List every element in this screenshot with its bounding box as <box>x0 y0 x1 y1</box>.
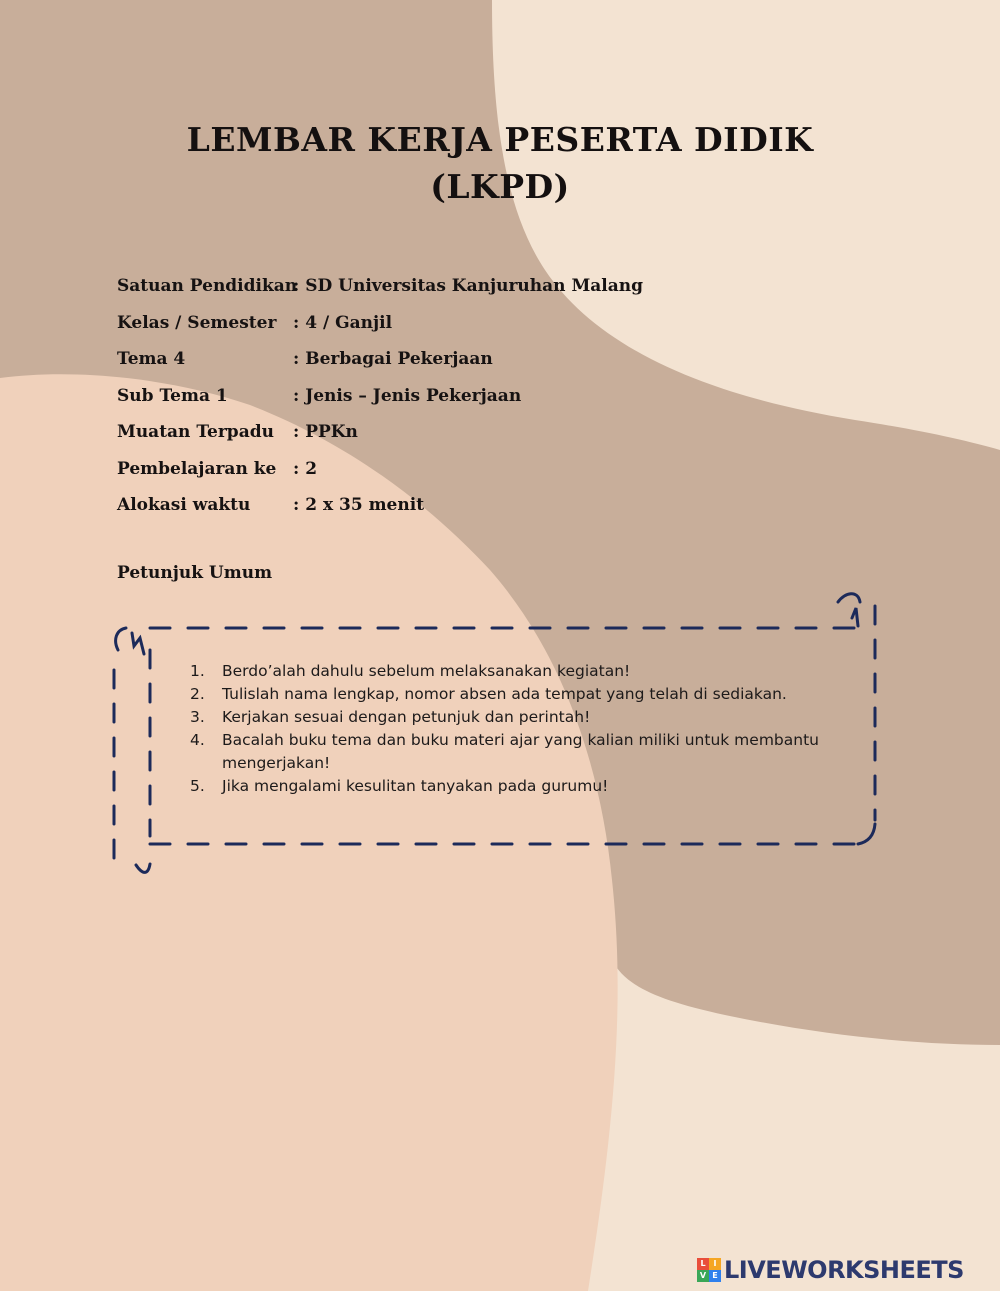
instruction-text: Bacalah buku tema dan buku materi ajar yang kalian miliki untuk membantu mengerjakan! <box>222 731 819 772</box>
info-row-sub-tema <box>117 378 643 415</box>
liveworksheets-watermark[interactable] <box>697 1254 964 1286</box>
liveworksheets-logo-icon <box>697 1258 721 1282</box>
instruction-item <box>190 729 850 775</box>
page-title <box>0 116 1000 210</box>
instructions-heading: Petunjuk Umum <box>117 563 273 583</box>
info-label: Muatan Terpadu <box>117 422 274 443</box>
info-value: : SD Universitas Kanjuruhan Malang <box>293 276 643 297</box>
instruction-text: Tulislah nama lengkap, nomor absen ada tempat yang telah di sediakan. <box>222 685 787 703</box>
instruction-number: 4. <box>190 731 205 749</box>
identity-info-list <box>117 268 643 524</box>
instruction-number: 2. <box>190 685 205 703</box>
instruction-number: 5. <box>190 777 205 795</box>
info-row-alokasi-waktu <box>117 487 643 524</box>
logo-letter: L <box>697 1258 709 1270</box>
info-label: Sub Tema 1 <box>117 385 228 406</box>
instruction-item <box>190 683 850 706</box>
logo-letter: E <box>709 1270 721 1282</box>
info-label: Alokasi waktu <box>117 495 251 516</box>
info-row-satuan-pendidikan <box>117 268 643 305</box>
info-row-muatan-terpadu <box>117 414 643 451</box>
instruction-number: 1. <box>190 662 205 680</box>
instruction-text: Kerjakan sesuai dengan petunjuk dan perintah! <box>222 708 591 726</box>
info-label: Kelas / Semester <box>117 312 277 333</box>
title-line-2: (LKPD) <box>430 167 570 206</box>
instruction-item <box>190 660 850 683</box>
info-row-pembelajaran-ke <box>117 451 643 488</box>
info-value: : Jenis – Jenis Pekerjaan <box>293 385 522 406</box>
info-label: Pembelajaran ke <box>117 458 277 479</box>
info-row-tema <box>117 341 643 378</box>
instruction-number: 3. <box>190 708 205 726</box>
info-value: : PPKn <box>293 422 358 443</box>
instructions-list <box>190 660 850 798</box>
info-value: : 4 / Ganjil <box>293 312 393 333</box>
watermark-text: LIVEWORKSHEETS <box>724 1256 964 1284</box>
info-value: : Berbagai Pekerjaan <box>293 349 493 370</box>
info-label: Satuan Pendidikan <box>117 276 298 297</box>
title-line-1: LEMBAR KERJA PESERTA DIDIK <box>186 120 814 159</box>
info-label: Tema 4 <box>117 349 186 370</box>
logo-letter: V <box>697 1270 709 1282</box>
info-value: : 2 <box>293 458 318 479</box>
info-value: : 2 x 35 menit <box>293 495 425 516</box>
logo-letter: I <box>709 1258 721 1270</box>
instruction-item <box>190 775 850 798</box>
instruction-text: Berdo’alah dahulu sebelum melaksanakan kegiatan! <box>222 662 631 680</box>
info-row-kelas-semester <box>117 305 643 342</box>
instruction-text: Jika mengalami kesulitan tanyakan pada gurumu! <box>222 777 609 795</box>
instruction-item <box>190 706 850 729</box>
